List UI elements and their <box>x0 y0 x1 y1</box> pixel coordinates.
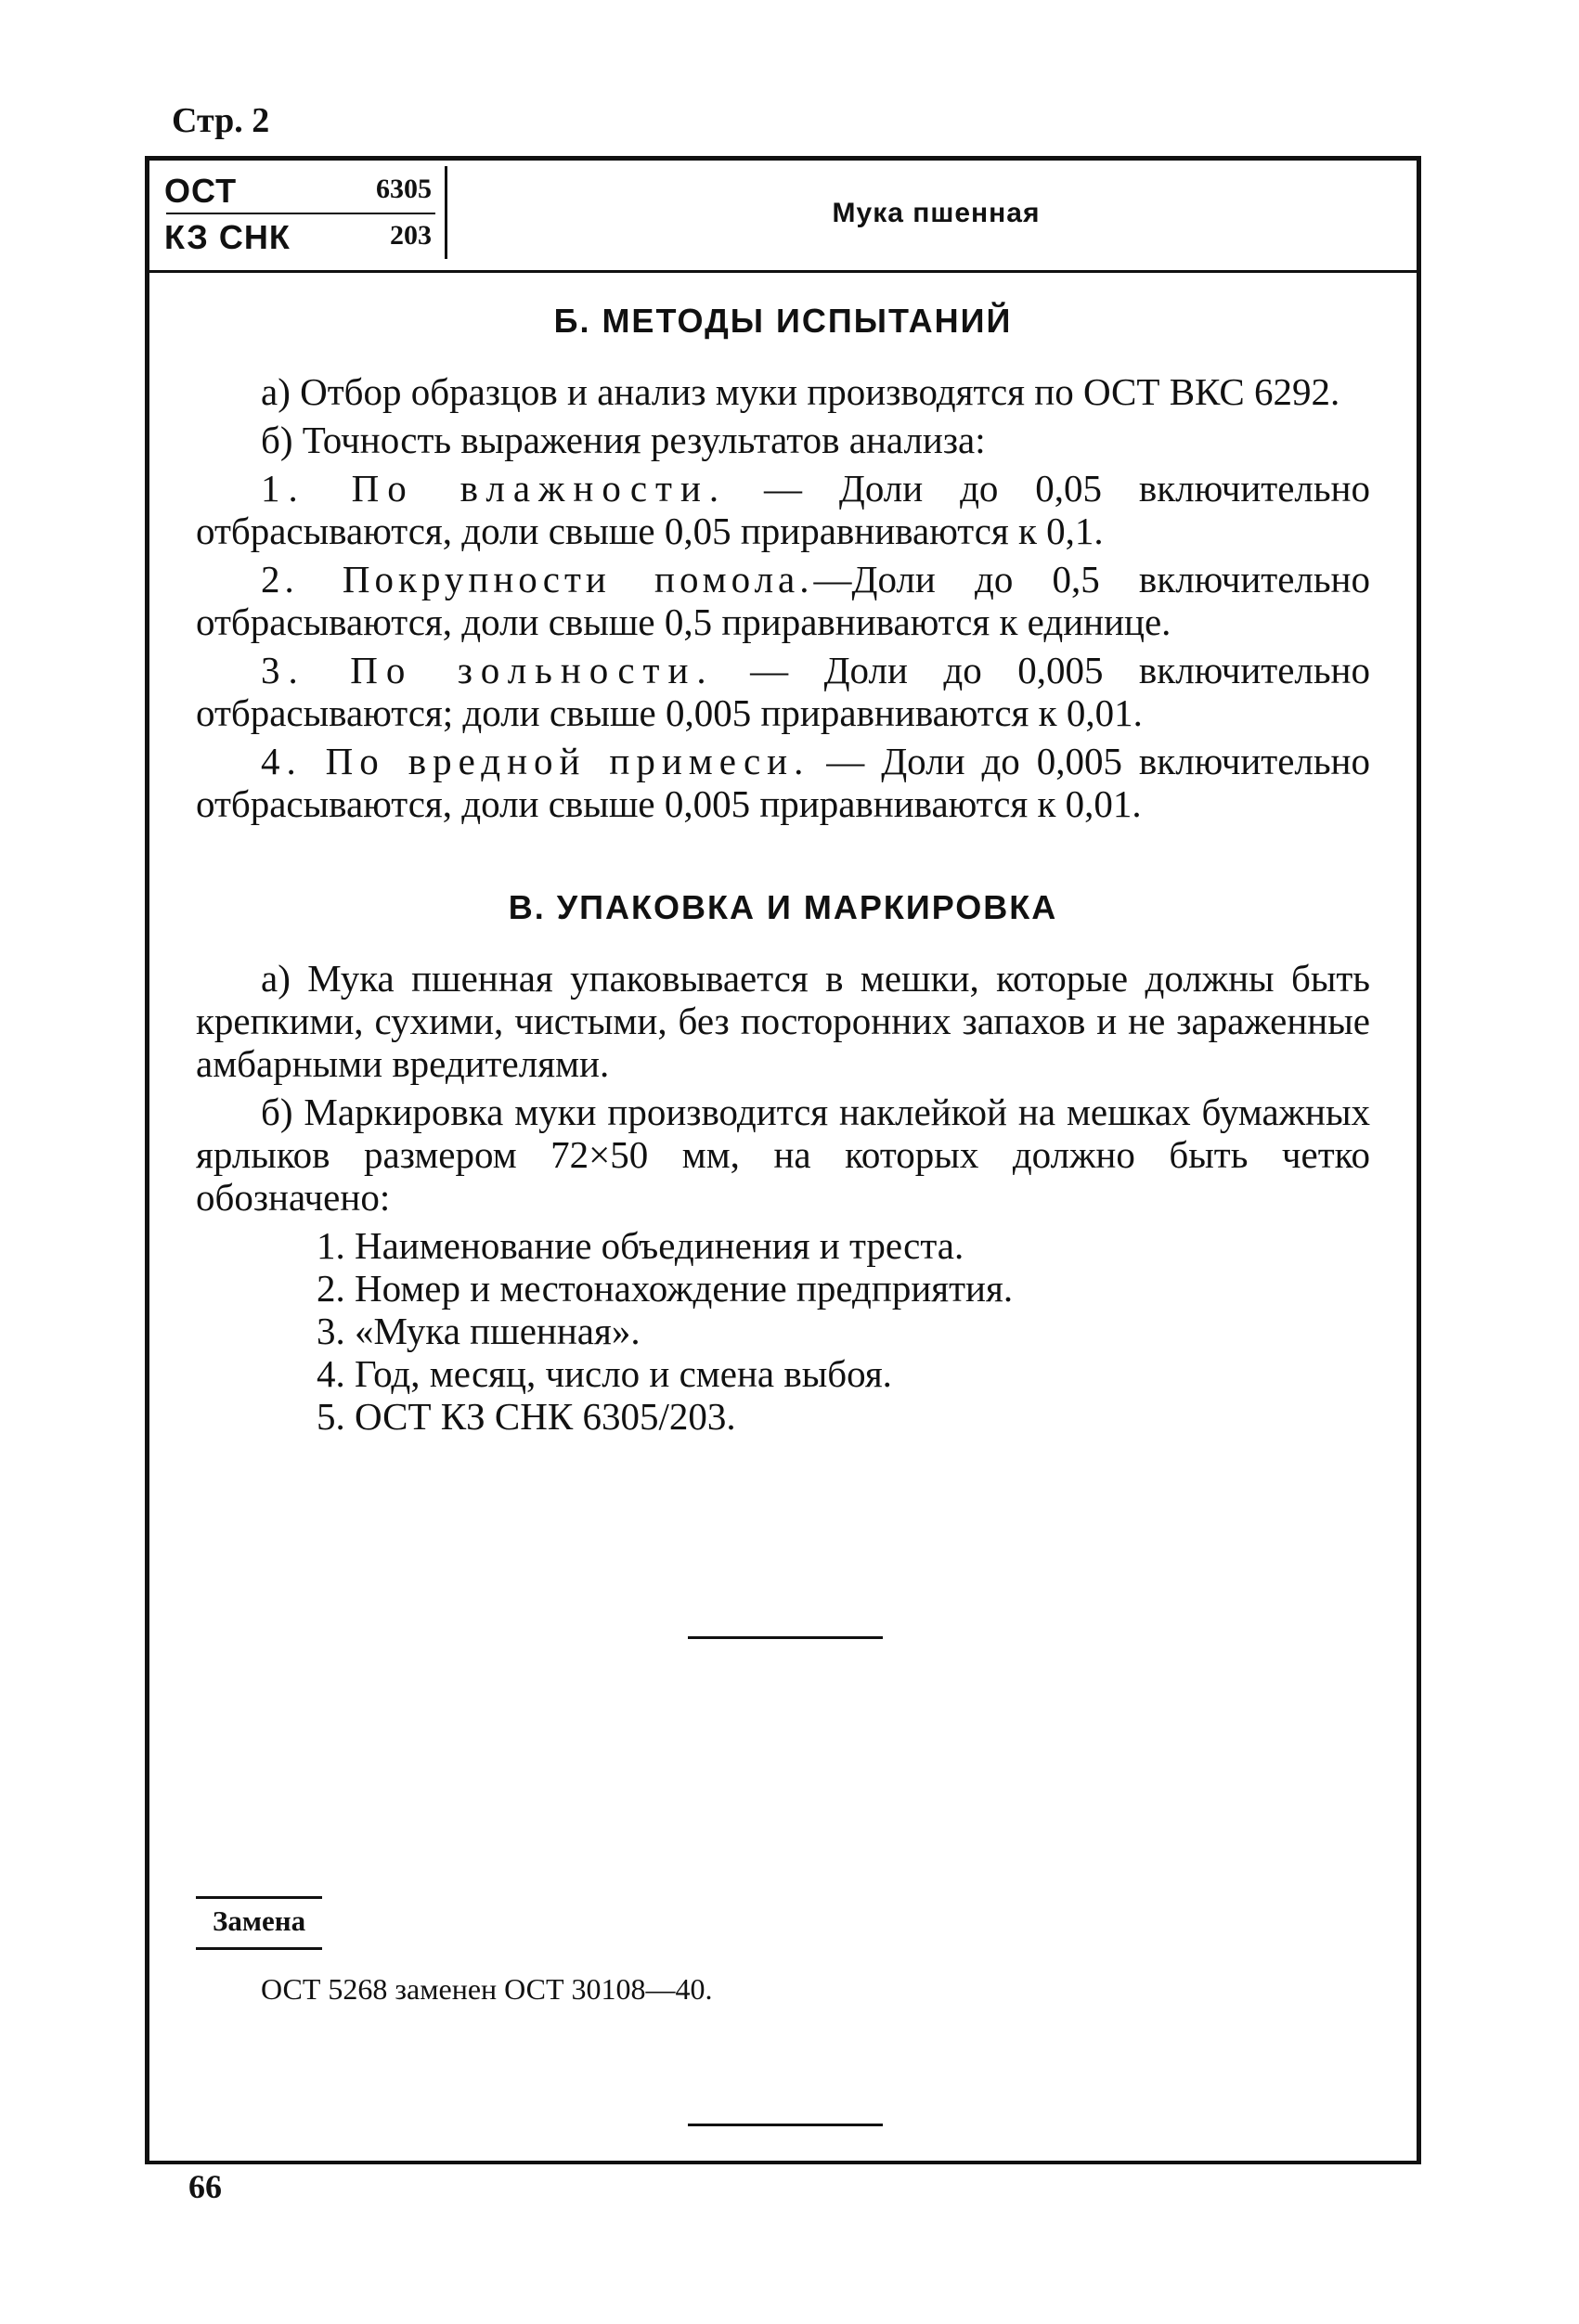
accuracy-item-text: — Доли до 0,05 включительно отбрасываются, доли свыше 0,05 приравниваются к 0,1. <box>196 467 1370 552</box>
standard-code-bottom-right: 203 <box>390 220 432 251</box>
section-v-paragraph-b: б) Маркировка муки производится наклейкой на мешках бумажных ярлыков размером 72×50 мм, на которых должно быть четко обозначено: <box>196 1091 1370 1219</box>
accuracy-item-text: — Доли до 0,005 включительно отбрасываются; доли свыше 0,005 приравниваются к 0,01. <box>196 649 1370 734</box>
accuracy-item <box>196 740 1370 825</box>
section-v-heading: В. УПАКОВКА И МАРКИРОВКА <box>508 888 1058 926</box>
accuracy-item-text: —Доли до 0,5 включительно отбрасываются, доли свыше 0,5 приравниваются к единице. <box>196 558 1370 643</box>
document-frame <box>145 156 1421 2164</box>
list-item: 1. Наименование объединения и треста. <box>317 1224 964 1267</box>
list-item: 5. ОСТ КЗ СНК 6305/203. <box>317 1395 736 1438</box>
accuracy-item-title: 4. По вредной примеси. <box>261 740 810 782</box>
standard-code-top <box>157 168 445 213</box>
accuracy-item-title: 2. Покрупности помола. <box>261 558 814 600</box>
standard-code-bottom <box>157 214 445 259</box>
list-item: 4. Год, месяц, число и смена выбоя. <box>317 1352 892 1395</box>
replacement-note <box>196 1896 1370 2007</box>
accuracy-item <box>196 558 1370 643</box>
list-item: 3. «Мука пшенная». <box>317 1310 641 1352</box>
section-b-paragraph-a: а) Отбор образцов и анализ муки производятся по ОСТ ВКС 6292. <box>261 370 1340 413</box>
section-b-heading: Б. МЕТОДЫ ИСПЫТАНИЙ <box>553 302 1013 340</box>
section-v-paragraph-a: а) Мука пшенная упаковывается в мешки, которые должны быть крепкими, сухими, чистыми, без посторонних запахов и не зараженные амбарными вредителями. <box>196 957 1370 1085</box>
section-divider <box>688 1636 883 1639</box>
section-gap <box>196 831 1370 886</box>
replacement-text: ОСТ 5268 заменен ОСТ 30108—40. <box>261 1972 713 2006</box>
standard-code-top-left: ОСТ <box>164 172 238 210</box>
section-divider <box>688 2124 883 2126</box>
standard-code-top-right: 6305 <box>376 174 432 204</box>
standard-code-bottom-left: КЗ СНК <box>164 218 291 256</box>
accuracy-item <box>196 649 1370 734</box>
page-number: 66 <box>188 2168 222 2205</box>
list-item: 2. Номер и местонахождение предприятия. <box>317 1267 1014 1310</box>
accuracy-item-title: 1. По влажности. <box>261 467 728 510</box>
accuracy-item-title: 3. По зольности. <box>261 649 715 691</box>
standard-code <box>157 166 447 259</box>
document-body <box>196 300 1370 1438</box>
document-title: Мука пшенная <box>832 198 1041 228</box>
replacement-heading: Замена <box>196 1896 322 1950</box>
page-label: Стр. 2 <box>172 101 270 140</box>
marking-list <box>196 1224 1370 1438</box>
document-header <box>149 161 1417 273</box>
section-b-paragraph-b: б) Точность выражения результатов анализа: <box>261 419 986 461</box>
accuracy-item-text: — Доли до 0,005 включительно отбрасываются, доли свыше 0,005 приравниваются к 0,01. <box>196 740 1370 825</box>
accuracy-item <box>196 467 1370 552</box>
